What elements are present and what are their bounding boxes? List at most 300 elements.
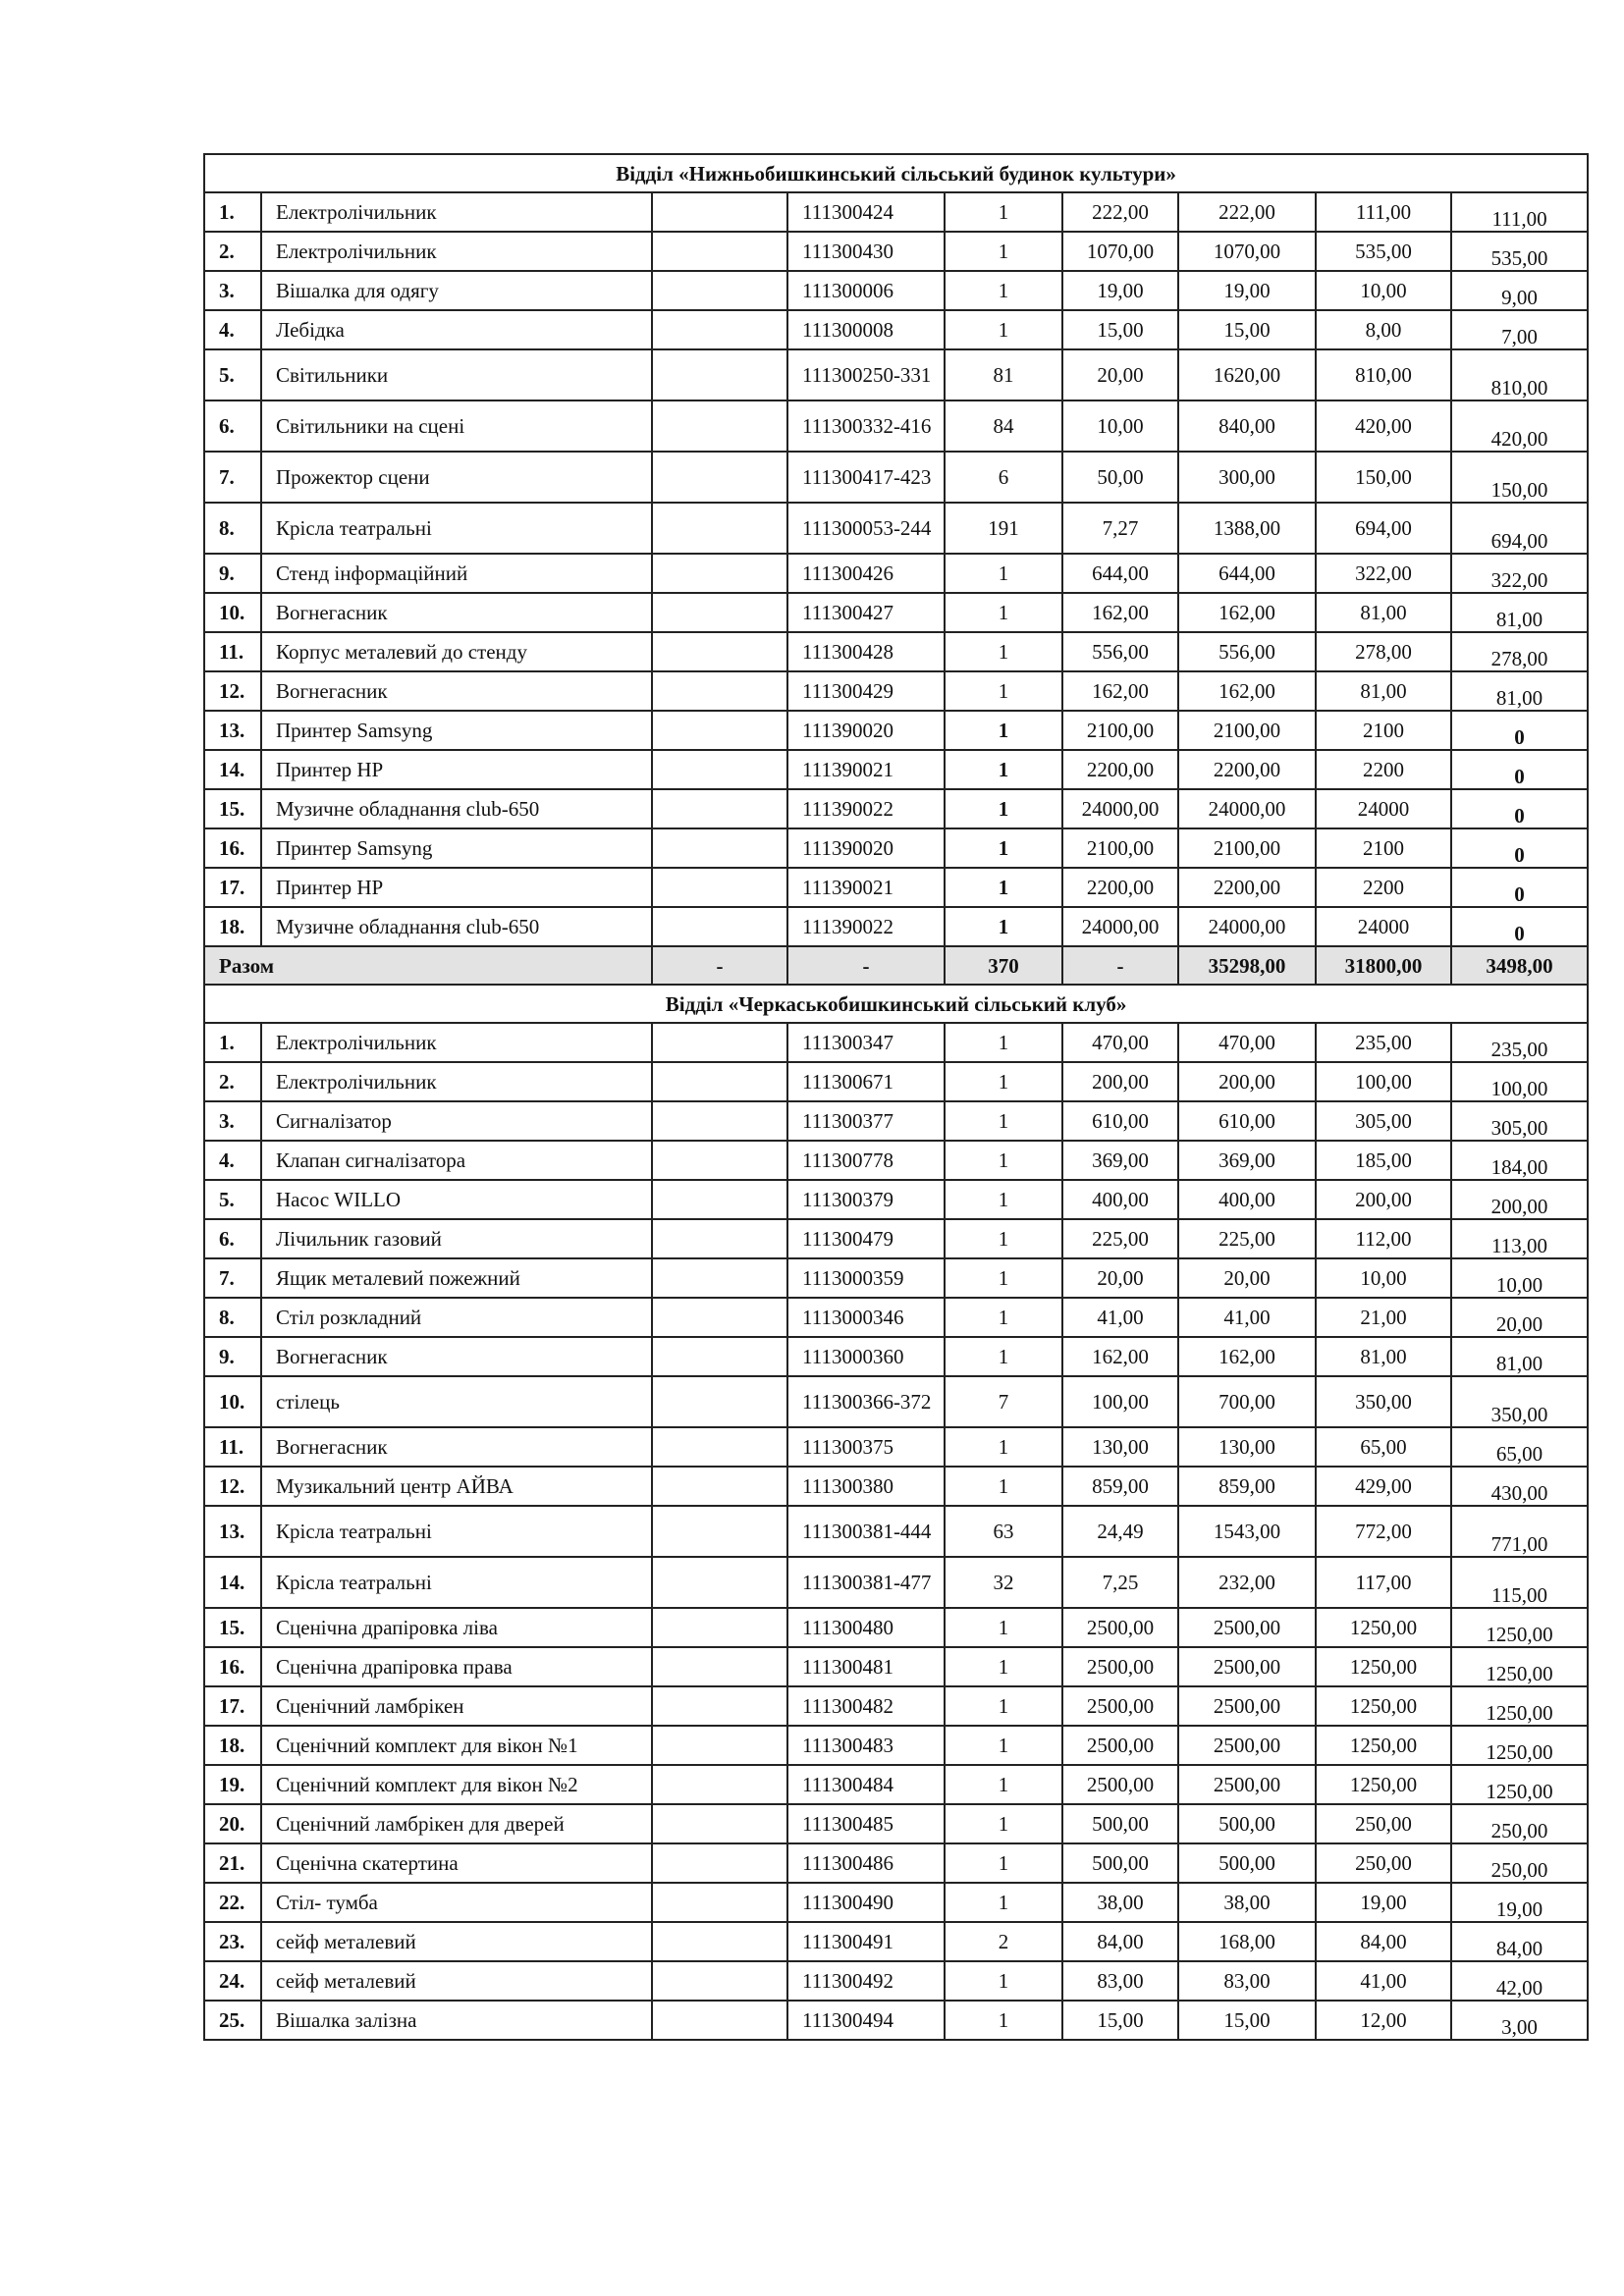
item-name: Принтер Samsyng <box>261 711 652 750</box>
item-name: Крісла театральні <box>261 503 652 554</box>
empty-cell <box>652 349 787 400</box>
inventory-number: 1113000346 <box>787 1298 945 1337</box>
empty-cell <box>652 1686 787 1726</box>
inventory-number: 111390022 <box>787 789 945 828</box>
unit-price: 2500,00 <box>1062 1647 1178 1686</box>
inventory-number: 111300417-423 <box>787 452 945 503</box>
residual-value: 81,00 <box>1451 671 1588 711</box>
row-number: 16. <box>204 1647 261 1686</box>
depreciation: 305,00 <box>1316 1101 1451 1141</box>
quantity: 1 <box>945 1883 1062 1922</box>
empty-cell <box>652 1258 787 1298</box>
empty-cell <box>652 1961 787 2001</box>
item-name: Ящик металевий пожежний <box>261 1258 652 1298</box>
inventory-number: 111300366-372 <box>787 1376 945 1427</box>
total-depreciation: 31800,00 <box>1316 946 1451 985</box>
item-name: Лічильник газовий <box>261 1219 652 1258</box>
table-row <box>204 1883 1588 1922</box>
empty-cell <box>652 271 787 310</box>
row-number: 2. <box>204 232 261 271</box>
unit-price: 2500,00 <box>1062 1686 1178 1726</box>
empty-cell <box>652 1608 787 1647</box>
quantity: 1 <box>945 828 1062 868</box>
unit-price: 225,00 <box>1062 1219 1178 1258</box>
inventory-number: 111300381-444 <box>787 1506 945 1557</box>
unit-price: 222,00 <box>1062 192 1178 232</box>
item-name: Стенд інформаційний <box>261 554 652 593</box>
unit-price: 1070,00 <box>1062 232 1178 271</box>
inventory-number: 111390021 <box>787 868 945 907</box>
residual-value: 100,00 <box>1451 1062 1588 1101</box>
empty-cell <box>652 1376 787 1427</box>
unit-price: 2500,00 <box>1062 1608 1178 1647</box>
row-number: 7. <box>204 452 261 503</box>
row-number: 18. <box>204 907 261 946</box>
empty-cell <box>652 789 787 828</box>
row-number: 12. <box>204 1467 261 1506</box>
table-row <box>204 232 1588 271</box>
row-number: 6. <box>204 1219 261 1258</box>
section-title: Відділ «Нижньобишкинський сільський будинок культури» <box>204 154 1588 192</box>
quantity: 1 <box>945 750 1062 789</box>
table-row <box>204 452 1588 503</box>
unit-price: 2100,00 <box>1062 828 1178 868</box>
residual-value: 1250,00 <box>1451 1686 1588 1726</box>
depreciation: 1250,00 <box>1316 1765 1451 1804</box>
inventory-number: 111300483 <box>787 1726 945 1765</box>
empty-cell <box>652 232 787 271</box>
total-value: 2200,00 <box>1178 868 1316 907</box>
total-value: 20,00 <box>1178 1258 1316 1298</box>
total-value: 168,00 <box>1178 1922 1316 1961</box>
row-number: 17. <box>204 1686 261 1726</box>
total-value: 2500,00 <box>1178 1765 1316 1804</box>
unit-price: 100,00 <box>1062 1376 1178 1427</box>
residual-value: 694,00 <box>1451 503 1588 554</box>
quantity: 1 <box>945 1141 1062 1180</box>
unit-price: 20,00 <box>1062 349 1178 400</box>
unit-price: 500,00 <box>1062 1843 1178 1883</box>
total-value: 1388,00 <box>1178 503 1316 554</box>
item-name: Світильники <box>261 349 652 400</box>
quantity: 1 <box>945 711 1062 750</box>
unit-price: 2100,00 <box>1062 711 1178 750</box>
empty-cell <box>652 554 787 593</box>
table-row <box>204 1686 1588 1726</box>
inventory-number: 111300480 <box>787 1608 945 1647</box>
item-name: Крісла театральні <box>261 1557 652 1608</box>
residual-value: 430,00 <box>1451 1467 1588 1506</box>
quantity: 1 <box>945 1961 1062 2001</box>
empty-cell <box>652 711 787 750</box>
inventory-number: 111300430 <box>787 232 945 271</box>
depreciation: 185,00 <box>1316 1141 1451 1180</box>
inventory-number: 111300494 <box>787 2001 945 2040</box>
unit-price: 7,25 <box>1062 1557 1178 1608</box>
empty-cell <box>652 1062 787 1101</box>
quantity: 191 <box>945 503 1062 554</box>
row-number: 7. <box>204 1258 261 1298</box>
total-value: 24000,00 <box>1178 789 1316 828</box>
total-value: 500,00 <box>1178 1843 1316 1883</box>
total-value: 400,00 <box>1178 1180 1316 1219</box>
total-value: 15,00 <box>1178 2001 1316 2040</box>
unit-price: 2200,00 <box>1062 868 1178 907</box>
depreciation: 1250,00 <box>1316 1726 1451 1765</box>
quantity: 7 <box>945 1376 1062 1427</box>
inventory-number: 111300006 <box>787 271 945 310</box>
depreciation: 2100 <box>1316 828 1451 868</box>
empty-cell <box>652 1101 787 1141</box>
row-number: 15. <box>204 1608 261 1647</box>
quantity: 1 <box>945 671 1062 711</box>
row-number: 15. <box>204 789 261 828</box>
depreciation: 2200 <box>1316 868 1451 907</box>
item-name: Сценічний комплект для вікон №2 <box>261 1765 652 1804</box>
item-name: Насос WILLO <box>261 1180 652 1219</box>
unit-price: 83,00 <box>1062 1961 1178 2001</box>
residual-value: 0 <box>1451 750 1588 789</box>
inventory-number: 111390020 <box>787 711 945 750</box>
item-name: Сценічна драпіровка права <box>261 1647 652 1686</box>
unit-price: 15,00 <box>1062 2001 1178 2040</box>
empty-cell <box>652 1726 787 1765</box>
unit-price: 500,00 <box>1062 1804 1178 1843</box>
table-row <box>204 1843 1588 1883</box>
empty-cell <box>652 1427 787 1467</box>
quantity: 1 <box>945 1647 1062 1686</box>
residual-value: 20,00 <box>1451 1298 1588 1337</box>
item-name: Крісла театральні <box>261 1506 652 1557</box>
table-row <box>204 671 1588 711</box>
row-number: 11. <box>204 632 261 671</box>
table-row <box>204 192 1588 232</box>
unit-price: 50,00 <box>1062 452 1178 503</box>
unit-price: 2500,00 <box>1062 1765 1178 1804</box>
total-value: 162,00 <box>1178 671 1316 711</box>
total-value: 2200,00 <box>1178 750 1316 789</box>
unit-price: 84,00 <box>1062 1922 1178 1961</box>
inventory-number: 111300429 <box>787 671 945 711</box>
total-value: 41,00 <box>1178 1298 1316 1337</box>
unit-price: 610,00 <box>1062 1101 1178 1141</box>
row-number: 4. <box>204 310 261 349</box>
unit-price: 24,49 <box>1062 1506 1178 1557</box>
unit-price: 41,00 <box>1062 1298 1178 1337</box>
total-value: 556,00 <box>1178 632 1316 671</box>
row-number: 4. <box>204 1141 261 1180</box>
depreciation: 112,00 <box>1316 1219 1451 1258</box>
table-row <box>204 1180 1588 1219</box>
row-number: 16. <box>204 828 261 868</box>
residual-value: 65,00 <box>1451 1427 1588 1467</box>
table-row <box>204 1219 1588 1258</box>
inventory-number: 111300428 <box>787 632 945 671</box>
empty-cell <box>652 632 787 671</box>
residual-value: 81,00 <box>1451 593 1588 632</box>
table-row <box>204 310 1588 349</box>
total-value: 2500,00 <box>1178 1686 1316 1726</box>
inventory-number: 111300332-416 <box>787 400 945 452</box>
depreciation: 200,00 <box>1316 1180 1451 1219</box>
quantity: 63 <box>945 1506 1062 1557</box>
table-row <box>204 593 1588 632</box>
total-quantity: 370 <box>945 946 1062 985</box>
quantity: 1 <box>945 271 1062 310</box>
depreciation: 12,00 <box>1316 2001 1451 2040</box>
row-number: 13. <box>204 1506 261 1557</box>
total-label: Разом <box>204 946 652 985</box>
item-name: Сценічний ламбрікен <box>261 1686 652 1726</box>
total-value: 2100,00 <box>1178 828 1316 868</box>
table-row <box>204 1647 1588 1686</box>
depreciation: 772,00 <box>1316 1506 1451 1557</box>
residual-value: 42,00 <box>1451 1961 1588 2001</box>
row-number: 23. <box>204 1922 261 1961</box>
empty-cell <box>652 452 787 503</box>
residual-value: 235,00 <box>1451 1023 1588 1062</box>
depreciation: 694,00 <box>1316 503 1451 554</box>
total-value: 369,00 <box>1178 1141 1316 1180</box>
empty-cell <box>652 671 787 711</box>
inventory-number: 111300379 <box>787 1180 945 1219</box>
residual-value: 84,00 <box>1451 1922 1588 1961</box>
item-name: Музичне обладнання club-650 <box>261 789 652 828</box>
item-name: Вогнегасник <box>261 1337 652 1376</box>
unit-price: 130,00 <box>1062 1427 1178 1467</box>
total-residual: 3498,00 <box>1451 946 1588 985</box>
row-number: 25. <box>204 2001 261 2040</box>
item-name: Принтер НР <box>261 750 652 789</box>
residual-value: 1250,00 <box>1451 1608 1588 1647</box>
unit-price: 24000,00 <box>1062 789 1178 828</box>
item-name: стілець <box>261 1376 652 1427</box>
section-header <box>204 985 1588 1023</box>
table-row <box>204 1023 1588 1062</box>
depreciation: 65,00 <box>1316 1427 1451 1467</box>
total-value: 24000,00 <box>1178 907 1316 946</box>
total-value: 83,00 <box>1178 1961 1316 2001</box>
inventory-number: 111300486 <box>787 1843 945 1883</box>
total-value: 162,00 <box>1178 1337 1316 1376</box>
total-row <box>204 946 1588 985</box>
residual-value: 1250,00 <box>1451 1647 1588 1686</box>
depreciation: 350,00 <box>1316 1376 1451 1427</box>
residual-value: 535,00 <box>1451 232 1588 271</box>
item-name: сейф металевий <box>261 1922 652 1961</box>
empty-cell <box>652 1141 787 1180</box>
unit-price: 15,00 <box>1062 310 1178 349</box>
table-row <box>204 400 1588 452</box>
row-number: 10. <box>204 1376 261 1427</box>
inventory-number: 111300380 <box>787 1467 945 1506</box>
depreciation: 24000 <box>1316 907 1451 946</box>
row-number: 3. <box>204 271 261 310</box>
quantity: 1 <box>945 1804 1062 1843</box>
table-row <box>204 711 1588 750</box>
total-value: 300,00 <box>1178 452 1316 503</box>
residual-value: 7,00 <box>1451 310 1588 349</box>
item-name: Вогнегасник <box>261 1427 652 1467</box>
depreciation: 81,00 <box>1316 671 1451 711</box>
table-row <box>204 1557 1588 1608</box>
quantity: 1 <box>945 1180 1062 1219</box>
depreciation: 81,00 <box>1316 593 1451 632</box>
empty-cell <box>652 1506 787 1557</box>
item-name: Сценічна драпіровка ліва <box>261 1608 652 1647</box>
empty-cell <box>652 503 787 554</box>
table-row <box>204 1427 1588 1467</box>
table-row <box>204 1258 1588 1298</box>
residual-value: 0 <box>1451 828 1588 868</box>
row-number: 11. <box>204 1427 261 1467</box>
table-row <box>204 1298 1588 1337</box>
depreciation: 278,00 <box>1316 632 1451 671</box>
inventory-number: 111300490 <box>787 1883 945 1922</box>
total-value: 840,00 <box>1178 400 1316 452</box>
inventory-number: 111300381-477 <box>787 1557 945 1608</box>
quantity: 1 <box>945 2001 1062 2040</box>
row-number: 9. <box>204 1337 261 1376</box>
depreciation: 41,00 <box>1316 1961 1451 2001</box>
row-number: 13. <box>204 711 261 750</box>
total-value: 2100,00 <box>1178 711 1316 750</box>
residual-value: 350,00 <box>1451 1376 1588 1427</box>
table-row <box>204 907 1588 946</box>
row-number: 8. <box>204 503 261 554</box>
item-name: Корпус металевий до стенду <box>261 632 652 671</box>
table-row <box>204 554 1588 593</box>
quantity: 1 <box>945 1843 1062 1883</box>
empty-cell <box>652 1557 787 1608</box>
quantity: 1 <box>945 789 1062 828</box>
inventory-number: 111300484 <box>787 1765 945 1804</box>
table-row <box>204 632 1588 671</box>
quantity: 1 <box>945 1608 1062 1647</box>
total-value: 644,00 <box>1178 554 1316 593</box>
inventory-number: 111300482 <box>787 1686 945 1726</box>
unit-price: 38,00 <box>1062 1883 1178 1922</box>
quantity: 1 <box>945 1467 1062 1506</box>
empty-cell <box>652 907 787 946</box>
total-dash: - <box>787 946 945 985</box>
residual-value: 81,00 <box>1451 1337 1588 1376</box>
row-number: 1. <box>204 192 261 232</box>
item-name: Електролічильник <box>261 192 652 232</box>
row-number: 1. <box>204 1023 261 1062</box>
item-name: Вішалка залізна <box>261 2001 652 2040</box>
depreciation: 10,00 <box>1316 271 1451 310</box>
total-value: 700,00 <box>1178 1376 1316 1427</box>
row-number: 12. <box>204 671 261 711</box>
inventory-number: 1113000359 <box>787 1258 945 1298</box>
table-row <box>204 1765 1588 1804</box>
total-value: 162,00 <box>1178 593 1316 632</box>
row-number: 21. <box>204 1843 261 1883</box>
inventory-number: 111300492 <box>787 1961 945 2001</box>
empty-cell <box>652 1765 787 1804</box>
depreciation: 429,00 <box>1316 1467 1451 1506</box>
total-value: 2500,00 <box>1178 1647 1316 1686</box>
row-number: 5. <box>204 349 261 400</box>
depreciation: 150,00 <box>1316 452 1451 503</box>
depreciation: 810,00 <box>1316 349 1451 400</box>
inventory-number: 111300491 <box>787 1922 945 1961</box>
item-name: Музикальний центр АЙВА <box>261 1467 652 1506</box>
quantity: 1 <box>945 868 1062 907</box>
inventory-number: 111300481 <box>787 1647 945 1686</box>
depreciation: 100,00 <box>1316 1062 1451 1101</box>
depreciation: 1250,00 <box>1316 1647 1451 1686</box>
section-header <box>204 154 1588 192</box>
quantity: 81 <box>945 349 1062 400</box>
total-value: 1070,00 <box>1178 232 1316 271</box>
unit-price: 400,00 <box>1062 1180 1178 1219</box>
table-row <box>204 868 1588 907</box>
table-row <box>204 1337 1588 1376</box>
item-name: Принтер Samsyng <box>261 828 652 868</box>
total-value: 2500,00 <box>1178 1726 1316 1765</box>
depreciation: 2100 <box>1316 711 1451 750</box>
empty-cell <box>652 1922 787 1961</box>
total-value: 2500,00 <box>1178 1608 1316 1647</box>
empty-cell <box>652 868 787 907</box>
quantity: 1 <box>945 554 1062 593</box>
total-value: 222,00 <box>1178 192 1316 232</box>
total-value: 1543,00 <box>1178 1506 1316 1557</box>
total-dash: - <box>652 946 787 985</box>
unit-price: 2500,00 <box>1062 1726 1178 1765</box>
quantity: 1 <box>945 1219 1062 1258</box>
empty-cell <box>652 310 787 349</box>
unit-price: 162,00 <box>1062 1337 1178 1376</box>
depreciation: 250,00 <box>1316 1843 1451 1883</box>
section-title: Відділ «Черкаськобишкинський сільський клуб» <box>204 985 1588 1023</box>
table-row <box>204 1376 1588 1427</box>
quantity: 1 <box>945 907 1062 946</box>
depreciation: 10,00 <box>1316 1258 1451 1298</box>
total-value: 38,00 <box>1178 1883 1316 1922</box>
item-name: Сценічна скатертина <box>261 1843 652 1883</box>
unit-price: 20,00 <box>1062 1258 1178 1298</box>
depreciation: 322,00 <box>1316 554 1451 593</box>
table-row <box>204 1141 1588 1180</box>
depreciation: 1250,00 <box>1316 1608 1451 1647</box>
unit-price: 10,00 <box>1062 400 1178 452</box>
depreciation: 111,00 <box>1316 192 1451 232</box>
empty-cell <box>652 1883 787 1922</box>
unit-price: 162,00 <box>1062 593 1178 632</box>
inventory-number: 111390021 <box>787 750 945 789</box>
inventory-number: 111300377 <box>787 1101 945 1141</box>
empty-cell <box>652 1843 787 1883</box>
item-name: Сценічний ламбрікен для дверей <box>261 1804 652 1843</box>
empty-cell <box>652 1180 787 1219</box>
unit-price: 19,00 <box>1062 271 1178 310</box>
depreciation: 2200 <box>1316 750 1451 789</box>
table-row <box>204 1804 1588 1843</box>
row-number: 22. <box>204 1883 261 1922</box>
residual-value: 305,00 <box>1451 1101 1588 1141</box>
residual-value: 810,00 <box>1451 349 1588 400</box>
residual-value: 3,00 <box>1451 2001 1588 2040</box>
residual-value: 420,00 <box>1451 400 1588 452</box>
table-row <box>204 2001 1588 2040</box>
total-value: 130,00 <box>1178 1427 1316 1467</box>
residual-value: 115,00 <box>1451 1557 1588 1608</box>
quantity: 1 <box>945 1765 1062 1804</box>
row-number: 14. <box>204 1557 261 1608</box>
